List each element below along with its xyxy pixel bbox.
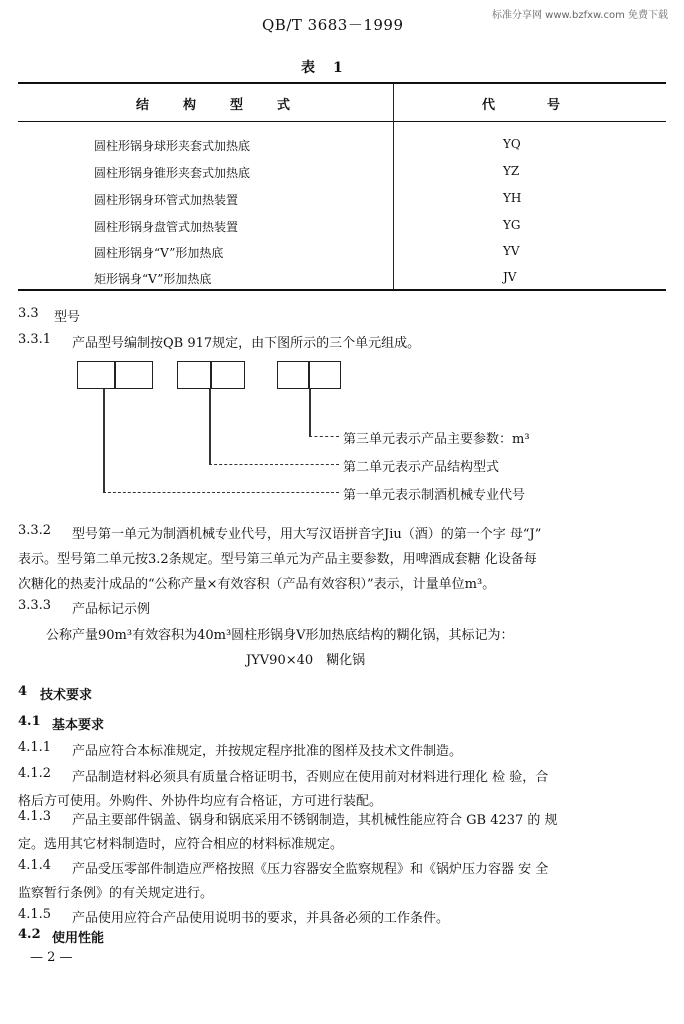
- section-4-number: 4: [18, 684, 28, 699]
- section-4-1-5-text: 产品使用应符合产品使用说明书的要求，并具备必须的工作条件。: [72, 911, 450, 926]
- table-row-1-code: YQ: [503, 137, 521, 151]
- table-header-structure: 结 构 型 式: [136, 98, 291, 113]
- table-column-divider: [393, 84, 394, 289]
- table-header-rule: [18, 121, 666, 122]
- section-4-1-2-number: 4.1.2: [18, 766, 52, 781]
- unit-1-label: 第一单元表示制酒机械专业代号: [343, 488, 526, 503]
- table-caption: [301, 57, 343, 77]
- marking-example-code: JYV90×40 糊化锅: [246, 653, 366, 668]
- section-4-1-2-line-2: 格后方可使用。外购件、外协件均应有合格证，方可进行装配。: [18, 794, 383, 809]
- section-4-1-5-number: 4.1.5: [18, 907, 52, 922]
- table-row-2-code: YZ: [503, 164, 520, 178]
- standard-code-header: QB/T 3683－1999: [262, 16, 404, 34]
- section-4-1-4-line-1: 产品受压零部件制造应严格按照《压力容器安全监察规程》和《锅炉压力容器 安 全: [72, 862, 549, 877]
- table-row-6-structure: 矩形锅身“V”形加热底: [94, 272, 212, 286]
- section-4-2-title: 使用性能: [52, 931, 105, 946]
- table-row-5-code: YV: [503, 244, 520, 258]
- section-4-1-4-number: 4.1.4: [18, 858, 52, 873]
- section-3-3-1-number: 3.3.1: [18, 332, 52, 347]
- section-3-3-2-line-2: 表示。型号第二单元按3.2条规定。型号第三单元为产品主要参数，用啤酒成套糖 化设备每: [18, 552, 537, 567]
- section-4-1-3-line-1: 产品主要部件锅盖、锅身和锅底采用不锈钢制造，其机械性能应符合 GB 4237 的 规: [72, 813, 558, 828]
- table-header-code: 代 号: [482, 98, 561, 113]
- section-4-1-2-line-1: 产品制造材料必须具有质量合格证明书，否则应在使用前对材料进行理化 检 验，合: [72, 770, 549, 785]
- unit-2-label: 第二单元表示产品结构型式: [343, 460, 500, 475]
- table-row-2-structure: 圆柱形锅身锥形夹套式加热底: [94, 166, 251, 180]
- table-row-4-code: YG: [503, 218, 521, 232]
- section-4-1-number: 4.1: [18, 714, 41, 729]
- section-4-1-3-number: 4.1.3: [18, 809, 52, 824]
- table-row-6-code: JV: [503, 270, 517, 284]
- section-4-title: 技术要求: [40, 688, 93, 703]
- marking-example-text: 公称产量90m³有效容积为40m³圆柱形锅身V形加热底结构的糊化锅，其标记为：: [46, 628, 514, 643]
- section-3-3-2-line-1: 型号第一单元为制酒机械专业代号，用大写汉语拼音字Jiu（酒）的第一个字 母“J”: [72, 527, 542, 542]
- page-number: — 2 —: [30, 950, 73, 965]
- table-row-3-structure: 圆柱形锅身环管式加热装置: [94, 193, 239, 207]
- unit-3-box: [277, 361, 341, 389]
- section-3-3-title: 型号: [54, 310, 81, 325]
- section-4-1-3-line-2: 定。选用其它材料制造时，应符合相应的材料标准规定。: [18, 837, 344, 852]
- section-4-1-1-text: 产品应符合本标准规定，并按规定程序批准的图样及技术文件制造。: [72, 744, 463, 759]
- section-3-3-number: 3.3: [18, 306, 39, 321]
- section-4-1-1-number: 4.1.1: [18, 740, 52, 755]
- section-3-3-1-text: 产品型号编制按QB 917规定，由下图所示的三个单元组成。: [72, 336, 421, 351]
- table-row-4-structure: 圆柱形锅身盘管式加热装置: [94, 220, 239, 234]
- section-4-1-title: 基本要求: [52, 718, 105, 733]
- section-3-3-3-number: 3.3.3: [18, 598, 52, 613]
- section-3-3-2-line-3: 次糖化的热麦汁成品的“公称产量×有效容积（产品有效容积）”表示，计量单位m³。: [18, 577, 496, 592]
- table-row-3-code: YH: [503, 191, 522, 205]
- unit-3-label: 第三单元表示产品主要参数：m³: [343, 432, 530, 447]
- table-row-5-structure: 圆柱形锅身“V”形加热底: [94, 246, 224, 260]
- section-3-3-3-title: 产品标记示例: [72, 602, 151, 617]
- watermark: 标准分享网 www.bzfxw.com 免费下载: [492, 10, 668, 21]
- section-3-3-2-number: 3.3.2: [18, 523, 52, 538]
- table-bottom-rule: [18, 289, 666, 291]
- unit-1-box: [77, 361, 153, 389]
- unit-2-box: [177, 361, 245, 389]
- table-row-1-structure: 圆柱形锅身球形夹套式加热底: [94, 139, 251, 153]
- table-caption-prefix: 表: [301, 60, 315, 76]
- section-4-1-4-line-2: 监察暂行条例》的有关规定进行。: [18, 886, 214, 901]
- section-4-2-number: 4.2: [18, 927, 41, 942]
- table-top-rule: [18, 82, 666, 84]
- table-caption-number: 1: [333, 60, 343, 76]
